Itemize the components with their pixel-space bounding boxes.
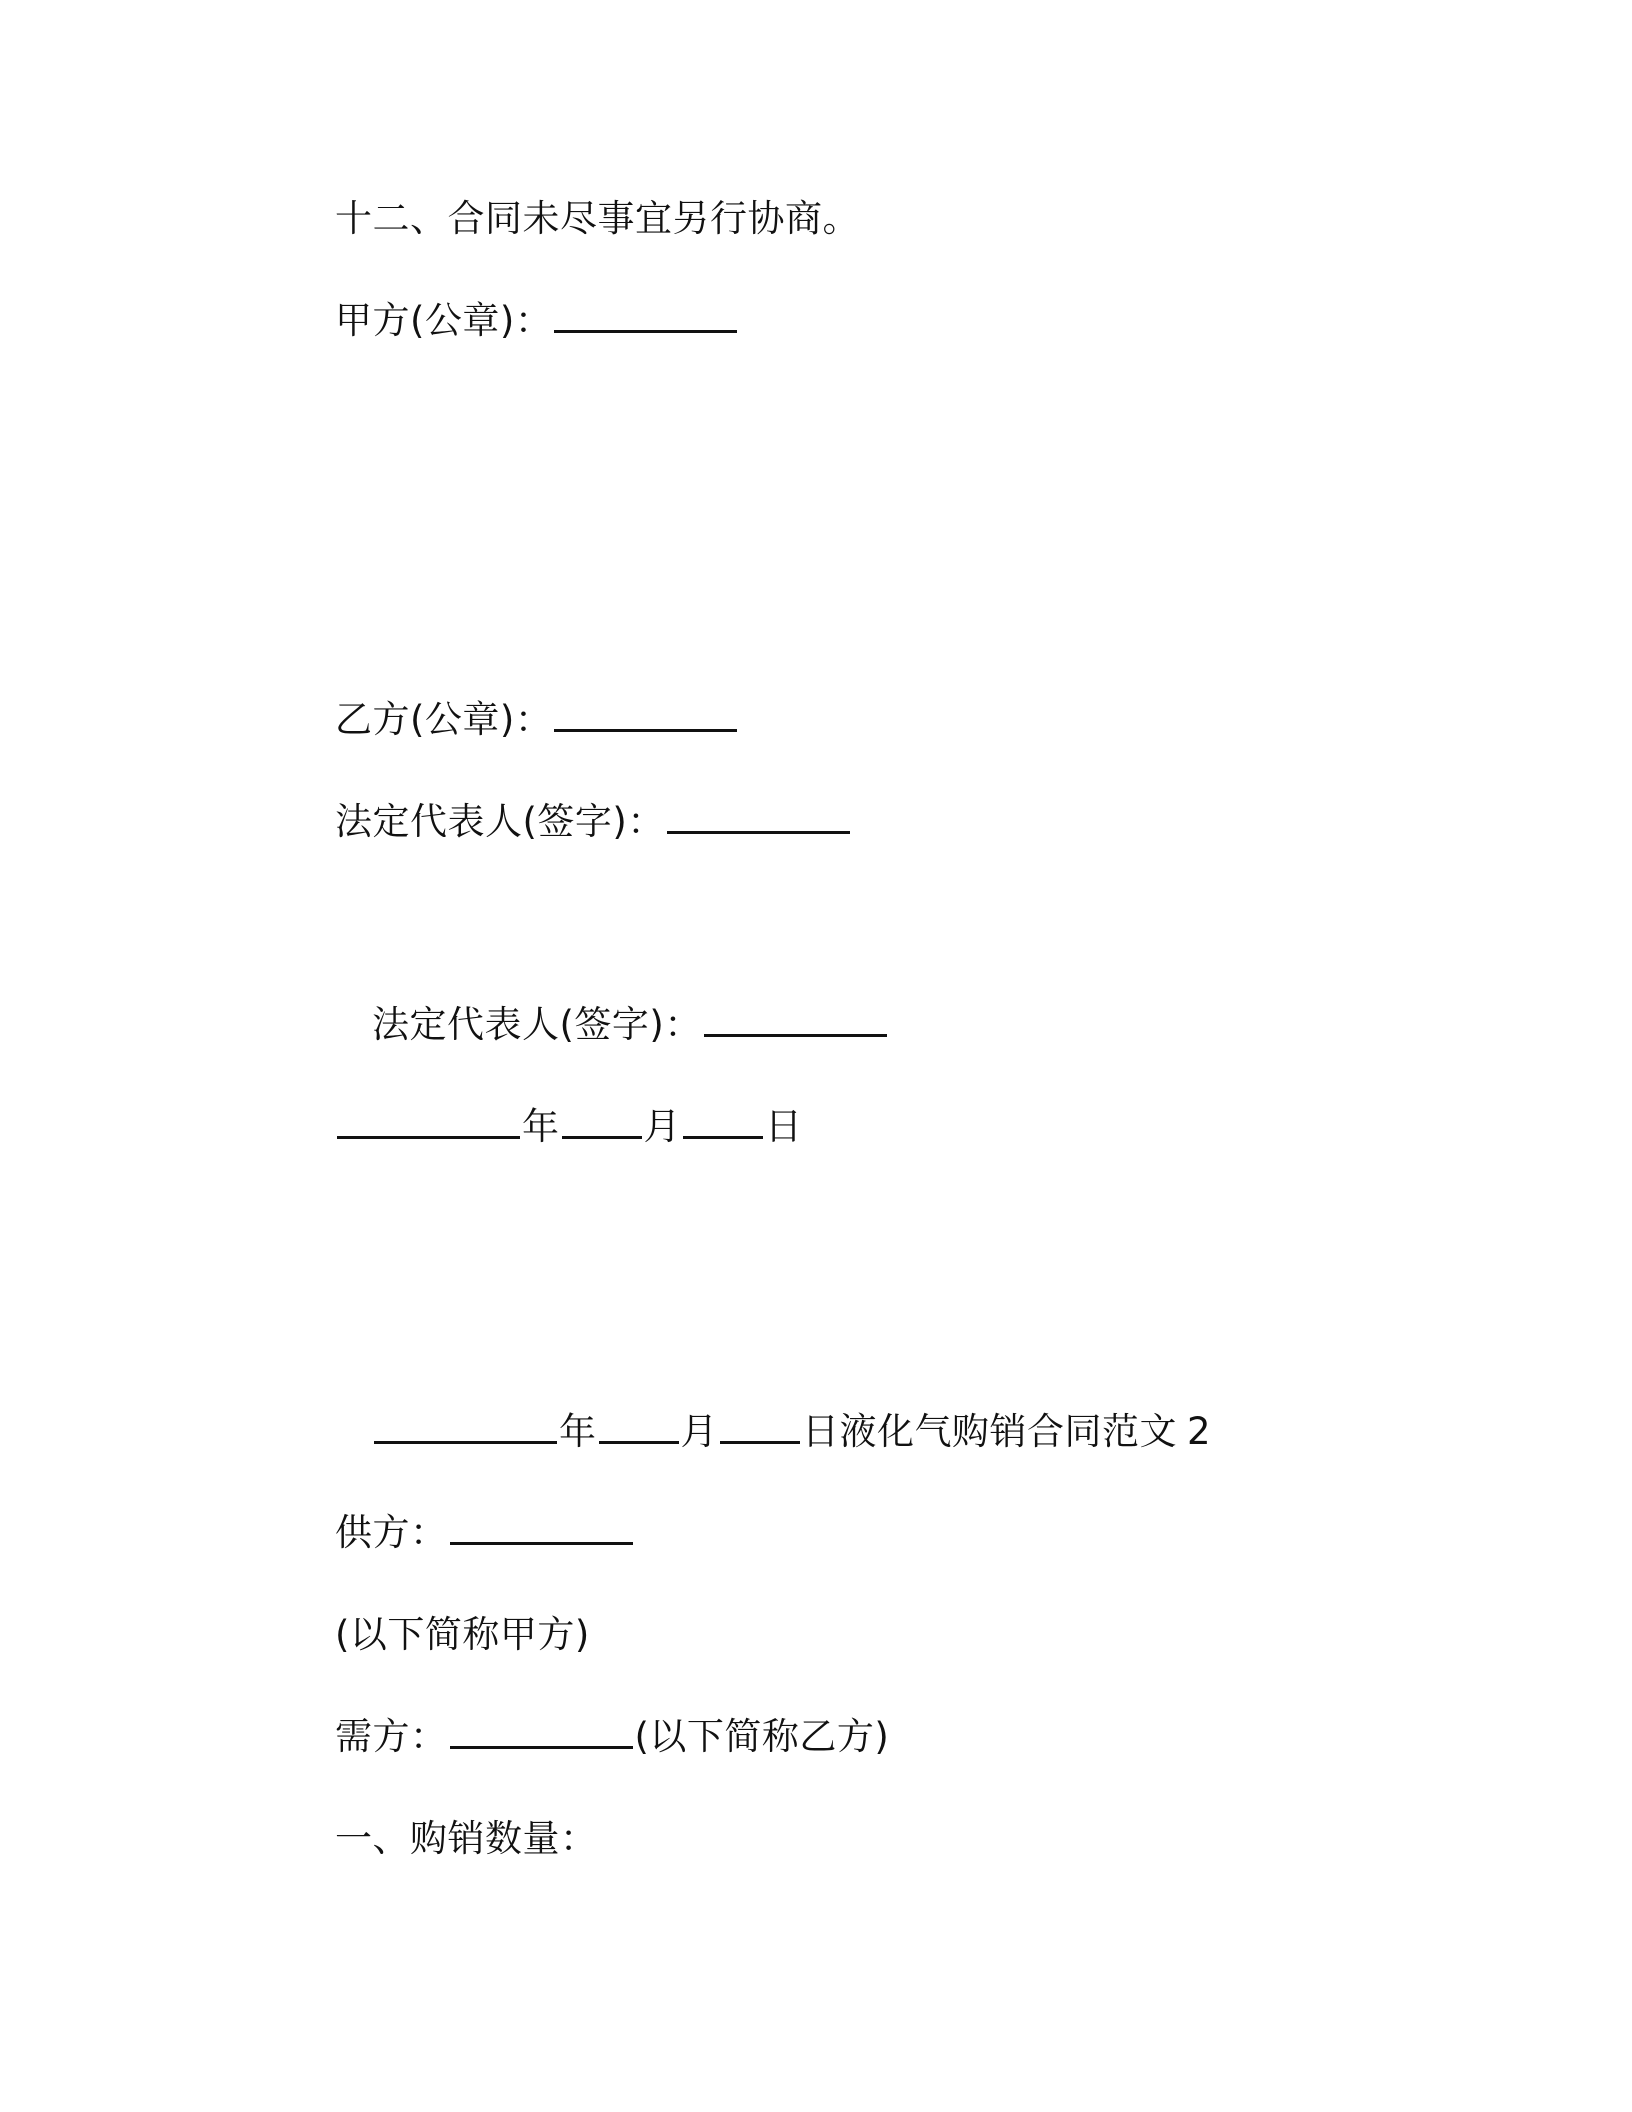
date-1-day: 日 [765,1105,803,1148]
legal-rep-blank-1[interactable] [667,799,850,834]
title-day-blank[interactable] [720,1409,800,1444]
legal-rep-blank-2[interactable] [704,1002,887,1037]
supplier-abbrev-line [335,1612,590,1658]
contract-title-line [372,1409,1211,1455]
section-1-heading: 一、购销数量： [335,1817,598,1860]
buyer-line [335,1714,889,1760]
legal-rep-label-2: 法定代表人(签字)： [372,1003,702,1046]
contract-title: 日液化气购销合同范文 [802,1410,1177,1453]
supplier-label: 供方： [335,1511,448,1554]
party-a-seal-line [335,298,739,344]
title-month-blank[interactable] [599,1409,679,1444]
supplier-blank[interactable] [450,1510,633,1545]
buyer-label: 需方： [335,1715,448,1758]
supplier-line [335,1510,635,1556]
section-1-line [335,1816,598,1862]
party-a-seal-label: 甲方(公章)： [335,299,553,342]
date-1-year-blank[interactable] [337,1104,520,1139]
clause-12: 十二、合同未尽事宜另行协商。 [335,197,860,240]
contract-title-number: 2 [1187,1410,1212,1453]
title-year: 年 [559,1410,597,1453]
date-1-month: 月 [643,1105,681,1148]
party-b-seal-blank[interactable] [554,697,737,732]
legal-rep-label-1: 法定代表人(签字)： [335,800,665,843]
date-line-1 [335,1104,803,1150]
date-1-day-blank[interactable] [683,1104,763,1139]
legal-rep-line-2 [372,1002,889,1048]
legal-rep-line-1 [335,799,852,845]
date-1-month-blank[interactable] [562,1104,642,1139]
clause-12-text [335,196,860,242]
buyer-abbrev: (以下简称乙方) [634,1715,890,1758]
title-month: 月 [680,1410,718,1453]
party-b-seal-label: 乙方(公章)： [335,698,553,741]
party-a-seal-blank[interactable] [554,298,737,333]
date-1-year: 年 [522,1105,560,1148]
buyer-blank[interactable] [450,1714,633,1749]
supplier-abbrev: (以下简称甲方) [335,1613,590,1656]
party-b-seal-line [335,697,739,743]
title-year-blank[interactable] [374,1409,557,1444]
